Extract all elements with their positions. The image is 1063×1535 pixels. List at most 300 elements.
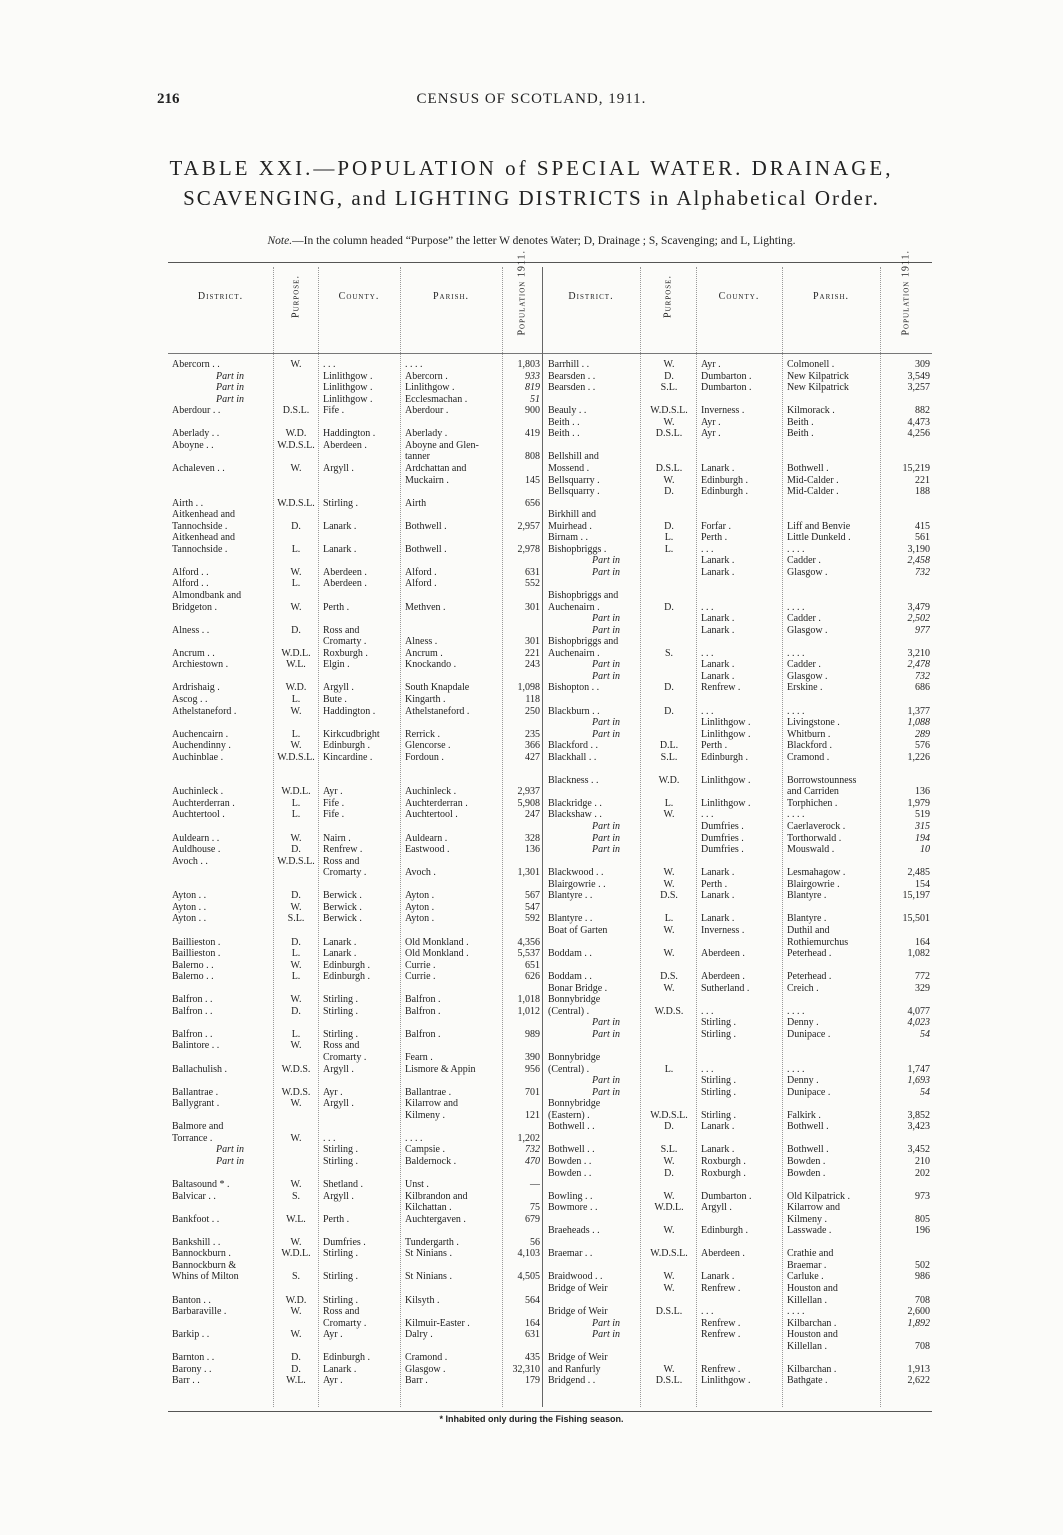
left-cell-population: 235 — [525, 728, 540, 740]
right-cell-district: Bishopbriggs . — [548, 543, 607, 555]
left-cell-district: Ayton . . — [172, 890, 207, 902]
left-cell-county: Cromarty . — [323, 1317, 367, 1329]
right-cell-district: Part in — [592, 728, 621, 740]
left-cell-parish: Old Monkland . — [405, 936, 469, 948]
left-cell-parish: Balfron . — [405, 1028, 441, 1040]
right-cell-parish: Livingstone . — [787, 717, 840, 729]
right-cell-parish: Dunipace . — [787, 1086, 831, 1098]
right-cell-purpose: W. — [663, 1363, 675, 1375]
right-cell-county: Edinburgh . — [701, 1225, 749, 1237]
right-cell-purpose: W. — [663, 867, 675, 879]
right-cell-county: Renfrew . — [701, 1283, 741, 1294]
right-cell-purpose: W. — [663, 1155, 675, 1167]
right-cell-purpose: W.D.S.L. — [650, 1109, 688, 1121]
right-cell-county: Linlithgow . — [701, 728, 751, 740]
right-cell-population: 1,979 — [907, 797, 930, 809]
left-cell-county: Argyll . — [323, 682, 354, 694]
left-cell-district: Auldhouse . — [172, 844, 221, 856]
right-cell-district: Blackridge . . — [548, 797, 602, 809]
right-cell-parish: Glasgow . — [787, 670, 828, 682]
right-cell-purpose: L. — [664, 913, 674, 925]
left-cell-purpose: W. — [290, 1132, 302, 1144]
left-cell-purpose: S. — [291, 1190, 301, 1202]
right-cell-county: Inverness . — [701, 924, 745, 936]
right-cell-parish: Liff and Benvie — [787, 520, 851, 532]
left-cell-parish: Cramond . — [405, 1352, 448, 1364]
left-cell-district: Ascog . . — [172, 693, 208, 705]
right-cell-purpose: W.D.S.L. — [650, 1248, 688, 1260]
right-cell-county: Renfrew . — [701, 1317, 741, 1329]
right-cell-parish: Denny . — [787, 1075, 819, 1087]
right-cell-county: Sutherland . — [701, 982, 750, 994]
left-cell-district: Barnton . . — [172, 1352, 215, 1364]
left-cell-district: Archiestown . — [172, 659, 229, 671]
right-cell-district: (Eastern) . — [548, 1109, 590, 1121]
left-cell-county: Elgin . — [323, 659, 350, 671]
table-row — [168, 1121, 932, 1132]
header-rule — [168, 353, 932, 354]
left-cell-county: Ayr . — [323, 1329, 343, 1341]
left-cell-population: 679 — [525, 1213, 540, 1225]
right-cell-parish: Kilarrow and — [787, 1202, 841, 1214]
left-cell-parish: Knockando . — [405, 659, 457, 671]
right-cell-purpose: W. — [663, 1283, 675, 1294]
left-cell-county: Stirling . — [323, 1271, 359, 1283]
left-cell-purpose: W. — [290, 959, 302, 971]
table-row — [168, 937, 932, 948]
right-cell-district: Braemar . . — [548, 1248, 593, 1260]
left-cell-county: Roxburgh . — [323, 647, 368, 659]
left-cell-population: 366 — [525, 740, 540, 752]
table-row — [168, 440, 932, 451]
table-row — [168, 786, 932, 797]
right-cell-parish: Beith . — [787, 416, 814, 428]
table-row — [168, 706, 932, 717]
table-row — [168, 509, 932, 520]
left-cell-population: 631 — [525, 566, 540, 578]
right-cell-population: 973 — [915, 1190, 930, 1202]
left-cell-parish: Kingarth . — [405, 693, 446, 705]
left-cell-district: Auchendinny . — [172, 740, 231, 752]
table-row — [168, 1144, 932, 1155]
right-cell-district: Bearsden . . — [548, 370, 596, 382]
table-row — [168, 544, 932, 555]
right-cell-parish: Bothwell . — [787, 1144, 829, 1156]
right-cell-parish: Caerlaverock . — [787, 821, 846, 832]
left-cell-county: Stirling . — [323, 1248, 359, 1260]
left-cell-population: 701 — [525, 1086, 540, 1098]
right-cell-population: 772 — [915, 971, 930, 983]
right-cell-district: Birnam . . — [548, 532, 588, 544]
left-cell-county: Stirling . — [323, 1144, 359, 1156]
left-cell-parish: Ayton . — [405, 913, 435, 925]
right-cell-district: Part in — [592, 566, 621, 578]
left-cell-population: 1,012 — [517, 1005, 540, 1017]
right-cell-district: Blackhall . . — [548, 751, 597, 763]
left-cell-population: 247 — [525, 809, 540, 821]
left-cell-parish: Unst . — [405, 1179, 429, 1191]
table-row — [168, 451, 932, 462]
left-cell-purpose: D. — [291, 1005, 301, 1017]
right-cell-district: Barrhill . . — [548, 359, 590, 370]
left-cell-population: 470 — [525, 1155, 540, 1167]
right-cell-county: Lanark . — [701, 555, 735, 567]
left-cell-population: 933 — [525, 370, 540, 382]
left-cell-parish: Auldearn . — [405, 832, 448, 844]
left-cell-parish: . . . . — [405, 359, 423, 370]
left-cell-purpose: W. — [290, 994, 302, 1006]
right-cell-population: 1,226 — [907, 751, 930, 763]
right-cell-parish: Kilmorack . — [787, 405, 835, 417]
left-cell-district: Balfron . . — [172, 994, 213, 1006]
left-cell-population: 435 — [525, 1352, 540, 1364]
left-cell-purpose: W.D.S. — [281, 1086, 311, 1098]
left-cell-county: Ross and — [323, 1040, 360, 1052]
left-cell-population: 427 — [525, 751, 540, 763]
left-cell-county: Aberdeen . — [323, 439, 367, 451]
right-cell-parish: Dunipace . — [787, 1028, 831, 1040]
right-cell-county: Lanark . — [701, 613, 735, 625]
right-cell-purpose: W. — [663, 924, 675, 936]
right-cell-district: Part in — [592, 821, 621, 832]
col-header-purpose: Purpose. — [290, 275, 302, 318]
left-cell-parish: Ayton . — [405, 901, 435, 913]
left-cell-parish: tanner — [405, 451, 430, 463]
right-cell-parish: Houston and — [787, 1283, 838, 1294]
left-cell-county: Cromarty . — [323, 1052, 367, 1063]
left-cell-county: Edinburgh . — [323, 740, 371, 752]
right-cell-purpose: D. — [664, 1167, 674, 1179]
right-cell-county: Ayr . — [701, 428, 721, 440]
right-cell-population: 4,256 — [907, 428, 930, 440]
left-cell-purpose: L. — [291, 693, 301, 705]
right-cell-district: Bowden . . — [548, 1167, 592, 1179]
table-row — [168, 371, 932, 382]
right-cell-population: 1,913 — [907, 1363, 930, 1375]
left-cell-parish: Ayton . — [405, 890, 435, 902]
table-row — [168, 532, 932, 543]
right-cell-parish: Borrowstounness — [787, 774, 857, 786]
left-cell-population: 651 — [525, 959, 540, 971]
right-cell-district: Auchenairn . — [548, 647, 600, 659]
left-cell-parish: Kilbrandon and — [405, 1190, 468, 1202]
right-cell-parish: Erskine . — [787, 682, 823, 694]
right-cell-county: Lanark . — [701, 624, 735, 636]
left-cell-county: Argyll . — [323, 462, 354, 474]
left-cell-purpose: L. — [291, 578, 301, 590]
table-row — [168, 498, 932, 509]
right-cell-population: 3,852 — [907, 1109, 930, 1121]
right-cell-parish: Torthorwald . — [787, 832, 842, 844]
right-cell-district: Mossend . — [548, 462, 590, 474]
right-cell-county: Dumfries . — [701, 821, 744, 832]
left-cell-district: Airth . . — [172, 497, 204, 509]
left-cell-population: 5,908 — [517, 797, 540, 809]
right-cell-county: Dumbarton . — [701, 382, 752, 394]
right-cell-population: 986 — [915, 1271, 930, 1283]
right-cell-district: Part in — [592, 717, 621, 729]
left-cell-district: Part in — [216, 1144, 245, 1156]
table-row — [168, 902, 932, 913]
right-cell-purpose: S.L. — [660, 382, 678, 394]
left-cell-parish: Auchterderran . — [405, 797, 468, 809]
left-cell-purpose: W. — [290, 359, 302, 370]
left-cell-population: 4,505 — [517, 1271, 540, 1283]
table-row — [168, 1098, 932, 1109]
right-cell-district: Bellsquarry . — [548, 486, 600, 498]
left-cell-population: 631 — [525, 1329, 540, 1341]
left-cell-district: Barony . . — [172, 1363, 212, 1375]
left-cell-population: 1,098 — [517, 682, 540, 694]
right-cell-district: Blackburn . . — [548, 705, 600, 717]
table-row — [168, 856, 932, 867]
purpose-note — [0, 235, 1063, 247]
right-cell-population: 502 — [915, 1259, 930, 1271]
left-cell-parish: Abercorn . — [405, 370, 448, 382]
right-cell-county: Lanark . — [701, 670, 735, 682]
right-cell-population: 686 — [915, 682, 930, 694]
table-row — [168, 1064, 932, 1075]
left-cell-district: Balvicar . . — [172, 1190, 216, 1202]
right-cell-population: 2,485 — [907, 867, 930, 879]
right-cell-county: . . . — [701, 543, 714, 555]
right-cell-district: Bridge of Weir — [548, 1283, 608, 1294]
left-cell-parish: Old Monkland . — [405, 948, 469, 960]
left-cell-population: 956 — [525, 1063, 540, 1075]
right-cell-parish: . . . . — [787, 601, 805, 613]
left-cell-population: 301 — [525, 636, 540, 648]
right-cell-population: 1,892 — [907, 1317, 930, 1329]
left-cell-district: Part in — [216, 382, 245, 394]
left-cell-parish: Ballantrae . — [405, 1086, 452, 1098]
left-cell-parish: Fearn . — [405, 1052, 433, 1063]
left-cell-population: 547 — [525, 901, 540, 913]
right-cell-district: Part in — [592, 555, 621, 567]
right-cell-purpose: S.L. — [660, 751, 678, 763]
table-title-line-2: SCAVENGING, and LIGHTING DISTRICTS in Alphabetical Order. — [183, 186, 880, 210]
right-cell-district: Bridgend . . — [548, 1375, 596, 1387]
right-cell-district: (Central) . — [548, 1063, 590, 1075]
right-cell-county: Linlithgow . — [701, 717, 751, 729]
left-cell-population: — — [530, 1179, 540, 1191]
right-cell-district: Part in — [592, 1317, 621, 1329]
col-header-purpose-right: Purpose. — [662, 275, 674, 318]
left-cell-population: 164 — [525, 1317, 540, 1329]
right-cell-district: (Central) . — [548, 1005, 590, 1017]
table-row — [168, 417, 932, 428]
right-cell-purpose: W. — [663, 982, 675, 994]
right-cell-parish: Kilbarchan . — [787, 1363, 837, 1375]
right-cell-parish: Old Kilpatrick . — [787, 1190, 851, 1202]
left-cell-parish: Avoch . — [405, 867, 436, 879]
population-table — [168, 250, 932, 1412]
left-cell-district: Tannochside . — [172, 520, 228, 532]
table-row — [168, 1318, 932, 1329]
left-cell-district: Abercorn . . — [172, 359, 220, 370]
left-cell-population: 552 — [525, 578, 540, 590]
left-cell-county: Berwick . — [323, 913, 362, 925]
left-cell-purpose: W. — [290, 566, 302, 578]
left-cell-county: Ross and — [323, 855, 360, 867]
col-header-county: County. — [338, 291, 380, 302]
right-cell-district: Part in — [592, 832, 621, 844]
left-cell-county: Argyll . — [323, 1098, 354, 1110]
left-cell-parish: Campsie . — [405, 1144, 445, 1156]
left-cell-purpose: W. — [290, 462, 302, 474]
table-row — [168, 833, 932, 844]
right-cell-parish: Beith . — [787, 428, 814, 440]
left-cell-parish: Auchtergaven . — [405, 1213, 466, 1225]
right-cell-purpose: W.D.S.L. — [650, 405, 688, 417]
left-cell-purpose: W. — [290, 832, 302, 844]
left-cell-population: 592 — [525, 913, 540, 925]
table-row — [168, 1006, 932, 1017]
left-cell-parish: Alford . — [405, 578, 437, 590]
left-cell-district: Banton . . — [172, 1294, 211, 1306]
table-row — [168, 890, 932, 901]
left-cell-parish: Aberdour . — [405, 405, 449, 417]
right-cell-county: Stirling . — [701, 1075, 737, 1087]
right-cell-county: Ayr . — [701, 359, 721, 370]
left-cell-population: 32,310 — [512, 1363, 540, 1375]
left-cell-parish: Tundergarth . — [405, 1236, 459, 1248]
left-cell-population: 819 — [525, 382, 540, 394]
right-cell-parish: Bothwell . — [787, 462, 829, 474]
right-cell-county: Edinburgh . — [701, 486, 749, 498]
table-row — [168, 590, 932, 601]
right-cell-parish: Cadder . — [787, 659, 821, 671]
left-cell-district: Balfron . . — [172, 1028, 213, 1040]
left-cell-county: Berwick . — [323, 890, 362, 902]
right-cell-district: and Ranfurly — [548, 1363, 601, 1375]
left-cell-county: Ayr . — [323, 1375, 343, 1387]
right-cell-parish: Killellan . — [787, 1340, 827, 1352]
right-cell-county: . . . — [701, 1306, 714, 1318]
right-cell-district: Bowmore . . — [548, 1202, 598, 1214]
table-row — [168, 729, 932, 740]
right-cell-district: Bridge of Weir — [548, 1352, 608, 1364]
left-cell-county: Kirkcudbright — [323, 728, 380, 740]
right-cell-population: 4,023 — [907, 1017, 930, 1029]
right-cell-county: Lanark . — [701, 1144, 735, 1156]
left-cell-district: Balmore and — [172, 1121, 224, 1133]
right-cell-district: Part in — [592, 659, 621, 671]
right-cell-population: 3,257 — [907, 382, 930, 394]
left-cell-county: Ayr . — [323, 786, 343, 798]
table-row — [168, 613, 932, 624]
table-row — [168, 1225, 932, 1236]
right-cell-population: 210 — [915, 1155, 930, 1167]
left-cell-district: Ballygrant . — [172, 1098, 220, 1110]
left-cell-district: Bannockburn & — [172, 1259, 237, 1271]
left-cell-purpose: W.L. — [286, 1213, 306, 1225]
table-row — [168, 1271, 932, 1282]
left-cell-district: Barr . . — [172, 1375, 200, 1387]
right-cell-parish: New Kilpatrick — [787, 370, 849, 382]
left-cell-purpose: W. — [290, 1236, 302, 1248]
right-cell-population: 289 — [915, 728, 930, 740]
right-cell-parish: Carluke . — [787, 1271, 824, 1283]
right-cell-purpose: D. — [664, 1121, 674, 1133]
right-cell-purpose: L. — [664, 1063, 674, 1075]
table-row — [168, 578, 932, 589]
right-cell-county: Roxburgh . — [701, 1167, 746, 1179]
left-cell-district: Torrance . — [172, 1132, 213, 1144]
right-cell-population: 3,549 — [907, 370, 930, 382]
right-cell-district: Bothwell . . — [548, 1144, 595, 1156]
left-cell-county: Haddington . — [323, 428, 376, 440]
right-cell-purpose: W. — [663, 359, 675, 370]
right-cell-population: 2,502 — [907, 613, 930, 625]
right-cell-population: 3,210 — [907, 647, 930, 659]
table-title-line-1: TABLE XXI.—POPULATION of SPECIAL WATER. DRAINAGE, — [169, 156, 894, 180]
right-cell-parish: . . . . — [787, 809, 805, 821]
right-cell-county: . . . — [701, 601, 714, 613]
table-row — [168, 555, 932, 566]
left-cell-county: Stirling . — [323, 1294, 359, 1306]
left-cell-parish: Balfron . — [405, 1005, 441, 1017]
right-cell-purpose: W. — [663, 878, 675, 890]
right-cell-purpose: W. — [663, 474, 675, 486]
table-row — [168, 879, 932, 890]
left-cell-purpose: W.L. — [286, 1375, 306, 1387]
left-cell-district: Almondbank and — [172, 590, 242, 601]
table-row — [168, 1375, 932, 1386]
table-row — [168, 1087, 932, 1098]
right-cell-district: Birkhill and — [548, 509, 597, 521]
table-row — [168, 359, 932, 370]
right-cell-purpose: W. — [663, 809, 675, 821]
left-cell-county: Nairn . — [323, 832, 351, 844]
table-row — [168, 1329, 932, 1340]
right-cell-population: 188 — [915, 486, 930, 498]
right-cell-parish: Kilbarchan . — [787, 1317, 837, 1329]
right-cell-district: Blackford . . — [548, 740, 598, 752]
table-row — [168, 763, 932, 774]
left-cell-parish: Currie . — [405, 959, 436, 971]
left-cell-parish: Eastwood . — [405, 844, 450, 856]
right-cell-county: Inverness . — [701, 405, 745, 417]
left-cell-purpose: W.D. — [285, 682, 307, 694]
right-cell-population: 1,088 — [907, 717, 930, 729]
left-cell-parish: Bothwell . — [405, 543, 447, 555]
table-row — [168, 1248, 932, 1259]
left-cell-parish: Alness . — [405, 636, 438, 648]
right-cell-district: Bothwell . . — [548, 1121, 595, 1133]
left-cell-population: 732 — [525, 1144, 540, 1156]
col-header-population-right: Population 1911. — [900, 250, 912, 336]
right-cell-population: 2,600 — [907, 1306, 930, 1318]
left-cell-purpose: S. — [291, 1271, 301, 1283]
right-cell-county: Lanark . — [701, 1121, 735, 1133]
left-cell-parish: St Ninians . — [405, 1248, 452, 1260]
right-cell-district: Boddam . . — [548, 971, 592, 983]
left-cell-parish: Bothwell . — [405, 520, 447, 532]
left-cell-parish: Ardchattan and — [405, 462, 467, 474]
left-cell-county: Ross and — [323, 624, 360, 636]
right-cell-district: Boat of Garten — [548, 924, 608, 936]
right-cell-population: 3,452 — [907, 1144, 930, 1156]
col-header-county-right: County. — [718, 291, 760, 302]
left-cell-purpose: W.D.S.L. — [277, 439, 315, 451]
right-cell-population: 15,197 — [902, 890, 930, 902]
left-cell-population: 626 — [525, 971, 540, 983]
right-cell-purpose: W. — [663, 1225, 675, 1237]
left-cell-parish: Aboyne and Glen- — [405, 439, 479, 451]
table-row — [168, 1364, 932, 1375]
left-cell-population: 567 — [525, 890, 540, 902]
right-cell-population: 329 — [915, 982, 930, 994]
